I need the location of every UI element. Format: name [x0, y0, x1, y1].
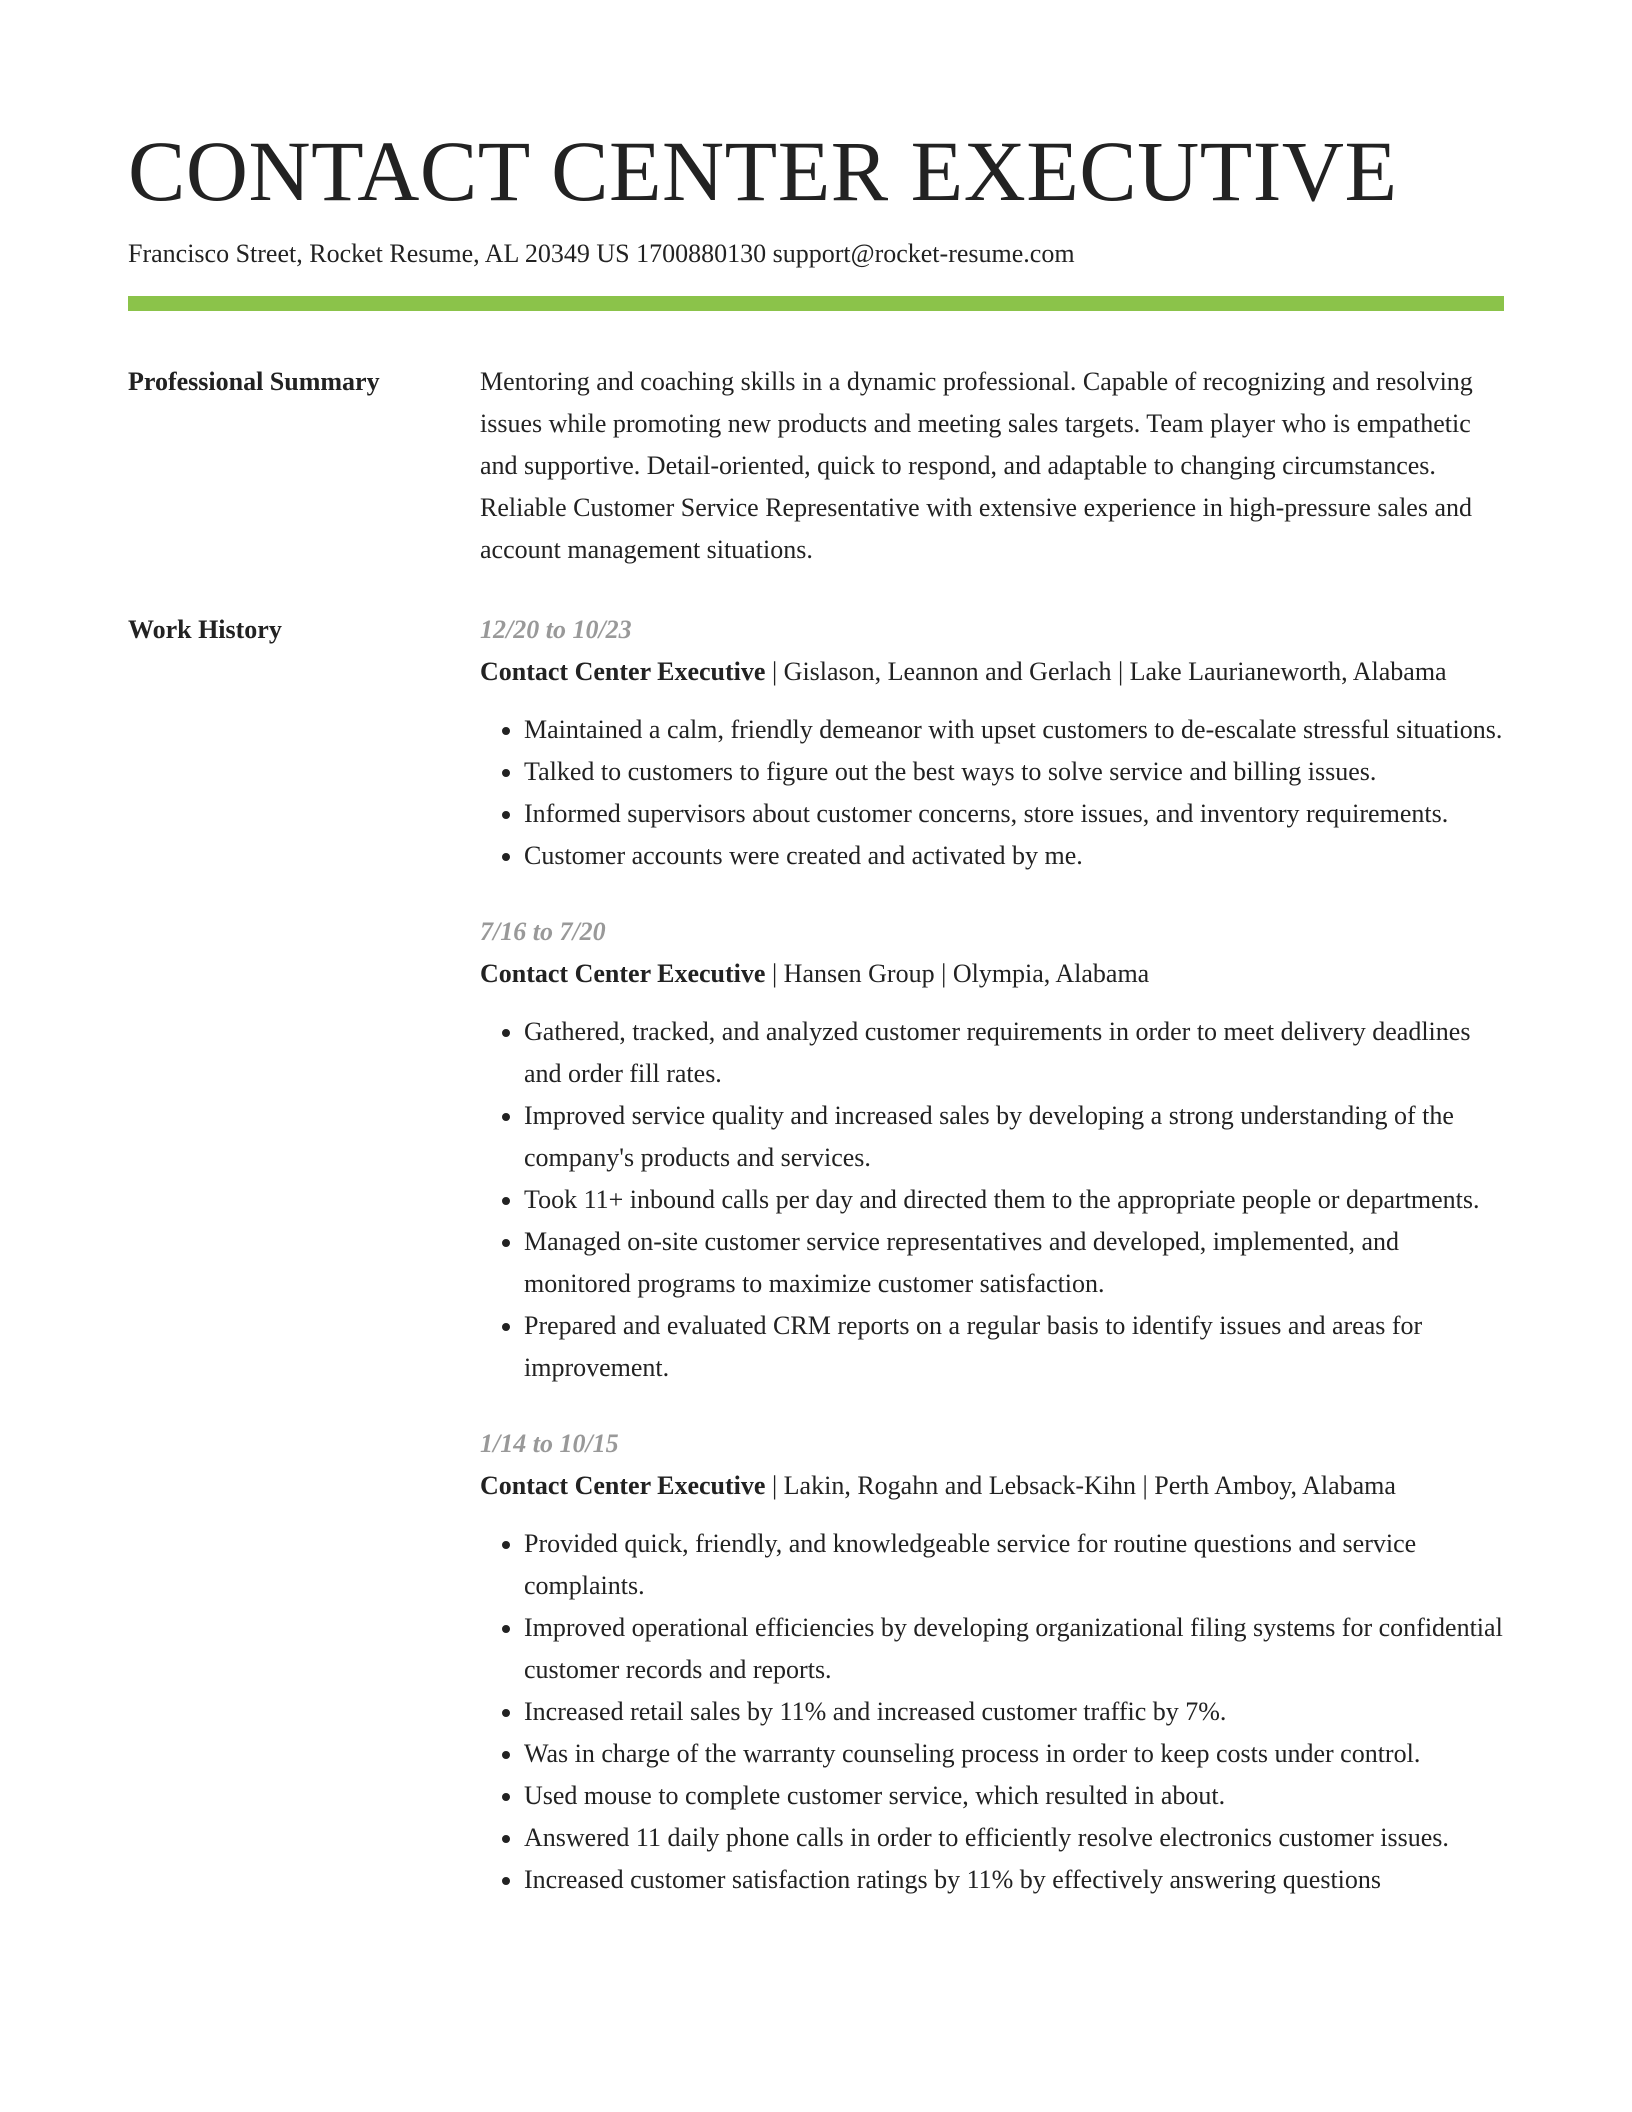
job-bullet: • Took 11+ inbound calls per day and directed them to the appropriate people or departments. — [524, 1179, 1504, 1221]
job-entry — [480, 911, 1504, 1389]
job-bullet: • Used mouse to complete customer service, which resulted in about. — [524, 1775, 1504, 1817]
job-bullet: • Improved operational efficiencies by developing organizational filing systems for confidential customer records and reports. — [524, 1607, 1504, 1691]
professional-summary-body — [480, 361, 1504, 571]
job-bullet: • Provided quick, friendly, and knowledgeable service for routine questions and service complaints. — [524, 1523, 1504, 1607]
summary-text: Mentoring and coaching skills in a dynamic professional. Capable of recognizing and resolving issues while promoting new products and meeting sales targets. Team player who is empathetic and supportive. Detail-oriented, quick to respond, and adaptable to changing circumstances. Reliable Customer Service Representative with extensive experience in high-pressure sales and account management situations. — [480, 367, 1473, 564]
professional-summary-section — [128, 361, 1504, 571]
job-company: Hansen Group — [783, 959, 935, 988]
job-bullet: • Talked to customers to figure out the best ways to solve service and billing issues. — [524, 751, 1504, 793]
work-history-section — [128, 609, 1504, 1901]
job-bullet: • Managed on-site customer service representatives and developed, implemented, and monitored programs to maximize customer satisfaction. — [524, 1221, 1504, 1305]
job-entry — [480, 1423, 1504, 1901]
header-divider — [128, 296, 1504, 311]
job-bullet-list — [480, 709, 1504, 877]
job-heading: Contact Center Executive | Hansen Group | Olympia, Alabama — [480, 959, 1150, 988]
job-dates: 7/16 to 7/20 — [480, 917, 606, 946]
job-bullet: • Was in charge of the warranty counseling process in order to keep costs under control. — [524, 1733, 1504, 1775]
job-heading: Contact Center Executive | Lakin, Rogahn and Lebsack-Kihn | Perth Amboy, Alabama — [480, 1471, 1396, 1500]
contact-info: Francisco Street, Rocket Resume, AL 20349 US 1700880130 support@rocket-resume.com — [128, 239, 1075, 268]
job-title: Contact Center Executive — [480, 657, 766, 686]
job-company: Gislason, Leannon and Gerlach — [783, 657, 1112, 686]
section-label-work-history: Work History — [128, 615, 282, 644]
job-bullet: • Prepared and evaluated CRM reports on a regular basis to identify issues and areas for improvement. — [524, 1305, 1504, 1389]
job-dates: 1/14 to 10/15 — [480, 1429, 619, 1458]
job-bullet: • Gathered, tracked, and analyzed customer requirements in order to meet delivery deadlines and order fill rates. — [524, 1011, 1504, 1095]
job-heading: Contact Center Executive | Gislason, Leannon and Gerlach | Lake Laurianeworth, Alabama — [480, 657, 1447, 686]
job-bullet-list — [480, 1523, 1504, 1901]
job-bullet: • Increased retail sales by 11% and increased customer traffic by 7%. — [524, 1691, 1504, 1733]
job-location: Perth Amboy, Alabama — [1154, 1471, 1396, 1500]
section-label-professional-summary: Professional Summary — [128, 367, 380, 396]
job-bullet: • Improved service quality and increased sales by developing a strong understanding of the company's products and services. — [524, 1095, 1504, 1179]
work-history-body — [480, 609, 1504, 1901]
job-title: Contact Center Executive — [480, 959, 766, 988]
job-company: Lakin, Rogahn and Lebsack-Kihn — [783, 1471, 1137, 1500]
job-dates: 12/20 to 10/23 — [480, 615, 632, 644]
job-bullet: • Customer accounts were created and activated by me. — [524, 835, 1504, 877]
job-bullet: • Informed supervisors about customer concerns, store issues, and inventory requirements. — [524, 793, 1504, 835]
job-entry — [480, 609, 1504, 877]
job-bullet: • Answered 11 daily phone calls in order to efficiently resolve electronics customer issues. — [524, 1817, 1504, 1859]
job-location: Lake Laurianeworth, Alabama — [1129, 657, 1447, 686]
job-bullet: • Increased customer satisfaction ratings by 11% by effectively answering questions — [524, 1859, 1504, 1901]
job-title: Contact Center Executive — [480, 1471, 766, 1500]
job-bullet: • Maintained a calm, friendly demeanor with upset customers to de-escalate stressful situations. — [524, 709, 1504, 751]
job-bullet-list — [480, 1011, 1504, 1389]
job-location: Olympia, Alabama — [952, 959, 1150, 988]
resume-page — [128, 116, 1504, 1901]
resume-title: CONTACT CENTER EXECUTIVE — [128, 123, 1398, 219]
